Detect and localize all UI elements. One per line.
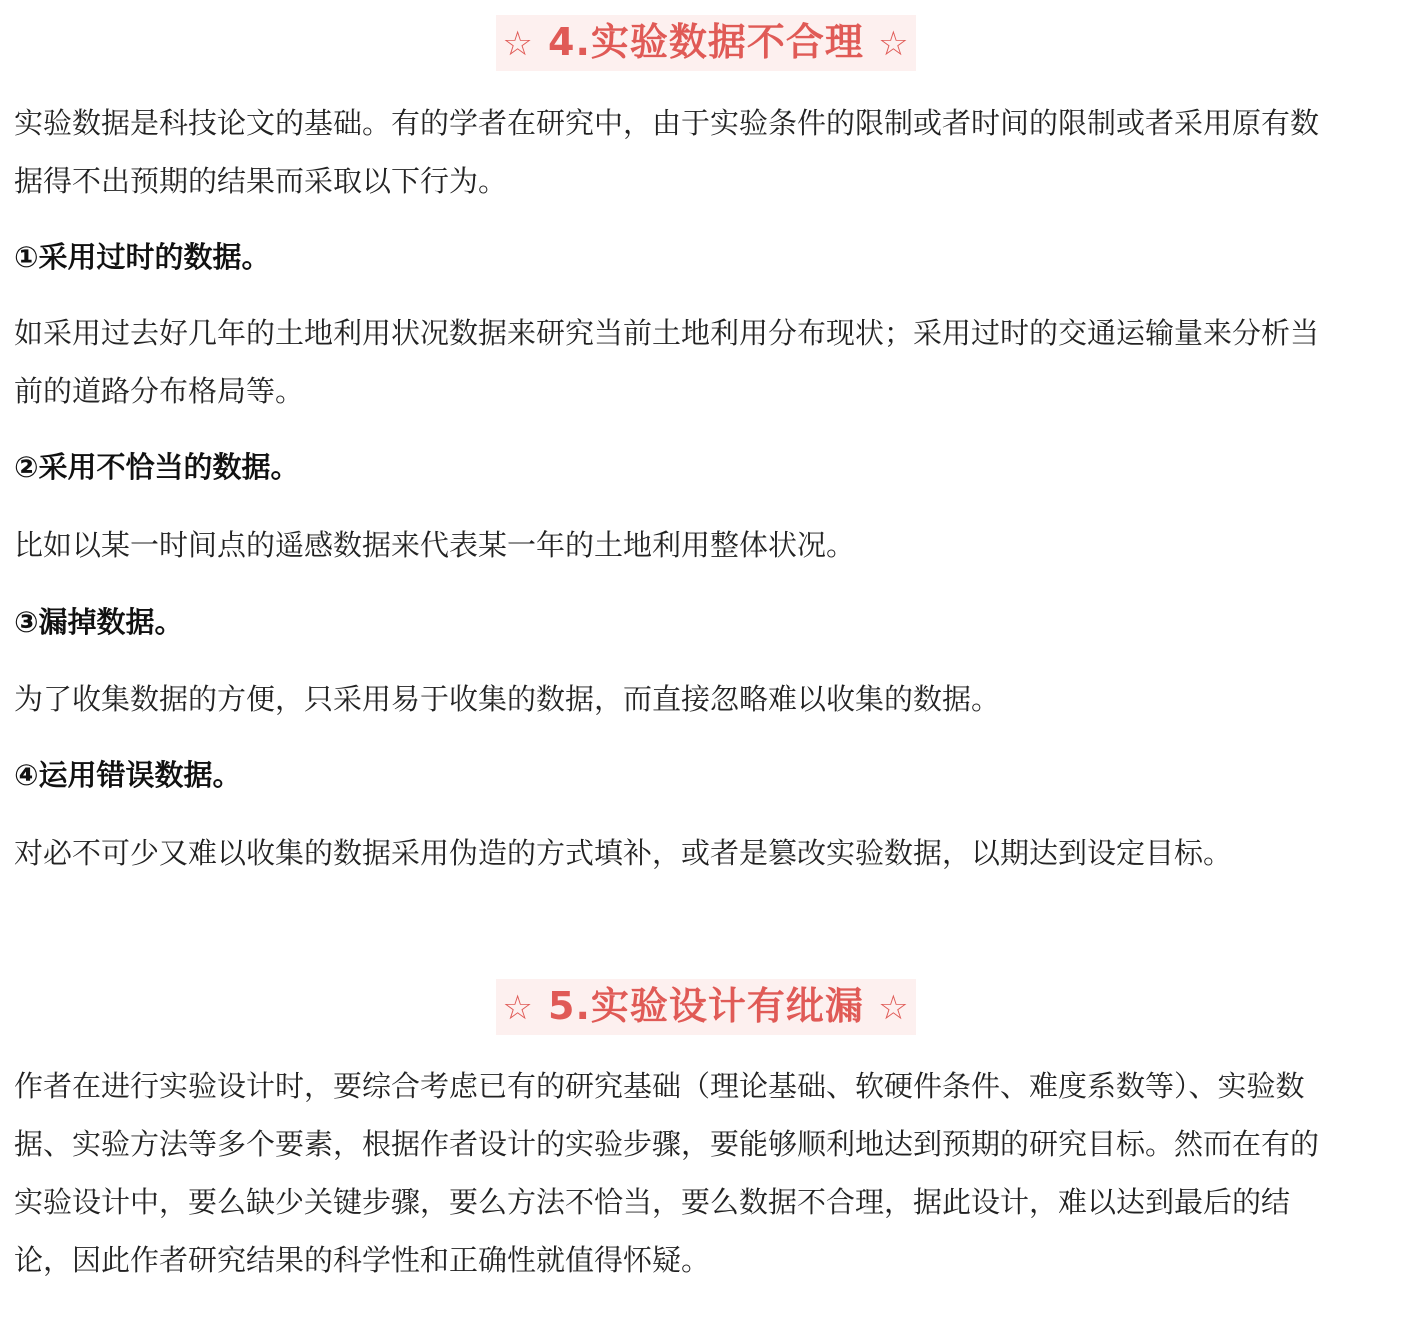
item-3-text: 为了收集数据的方便，只采用易于收集的数据，而直接忽略难以收集的数据。	[14, 682, 1001, 716]
item-3-heading: ③漏掉数据。	[14, 605, 184, 639]
section-5-text: 作者在进行实验设计时，要综合考虑已有的研究基础（理论基础、软硬件条件、难度系数等）、实验数据、实验方法等多个要素，根据作者设计的实验步骤，要能够顺利地达到预期的研究目标。然而在有的实验设计中，要么缺少关键步骤，要么方法不恰当，要么数据不合理，据此设计，难以达到最后的结论，因此作者研究结果的科学性和正确性就值得怀疑。	[14, 1069, 1320, 1277]
star-icon: ☆	[878, 988, 910, 1028]
item-1-heading: ①采用过时的数据。	[14, 240, 271, 274]
item-2-text: 比如以某一时间点的遥感数据来代表某一年的土地利用整体状况。	[14, 528, 856, 562]
section-5-heading-wrap	[0, 979, 1412, 1035]
item-1-text: 如采用过去好几年的土地利用状况数据来研究当前土地利用分布现状；采用过时的交通运输量来分析当前的道路分布格局等。	[14, 316, 1320, 408]
section-4-heading	[496, 15, 915, 71]
star-icon: ☆	[502, 988, 534, 1028]
section-4-heading-wrap	[0, 15, 1412, 71]
item-2-heading: ②采用不恰当的数据。	[14, 450, 300, 484]
item-4-text: 对必不可少又难以收集的数据采用伪造的方式填补，或者是篡改实验数据，以期达到设定目标。	[14, 836, 1233, 870]
section-5-title: 5.实验设计有纰漏	[548, 984, 864, 1028]
section-4-title: 4.实验数据不合理	[548, 20, 864, 64]
item-4-heading: ④运用错误数据。	[14, 758, 242, 792]
section-5-heading	[496, 979, 915, 1035]
star-icon: ☆	[502, 24, 534, 64]
section-4-intro: 实验数据是科技论文的基础。有的学者在研究中，由于实验条件的限制或者时间的限制或者采用原有数据得不出预期的结果而采取以下行为。	[14, 106, 1320, 198]
star-icon: ☆	[878, 24, 910, 64]
